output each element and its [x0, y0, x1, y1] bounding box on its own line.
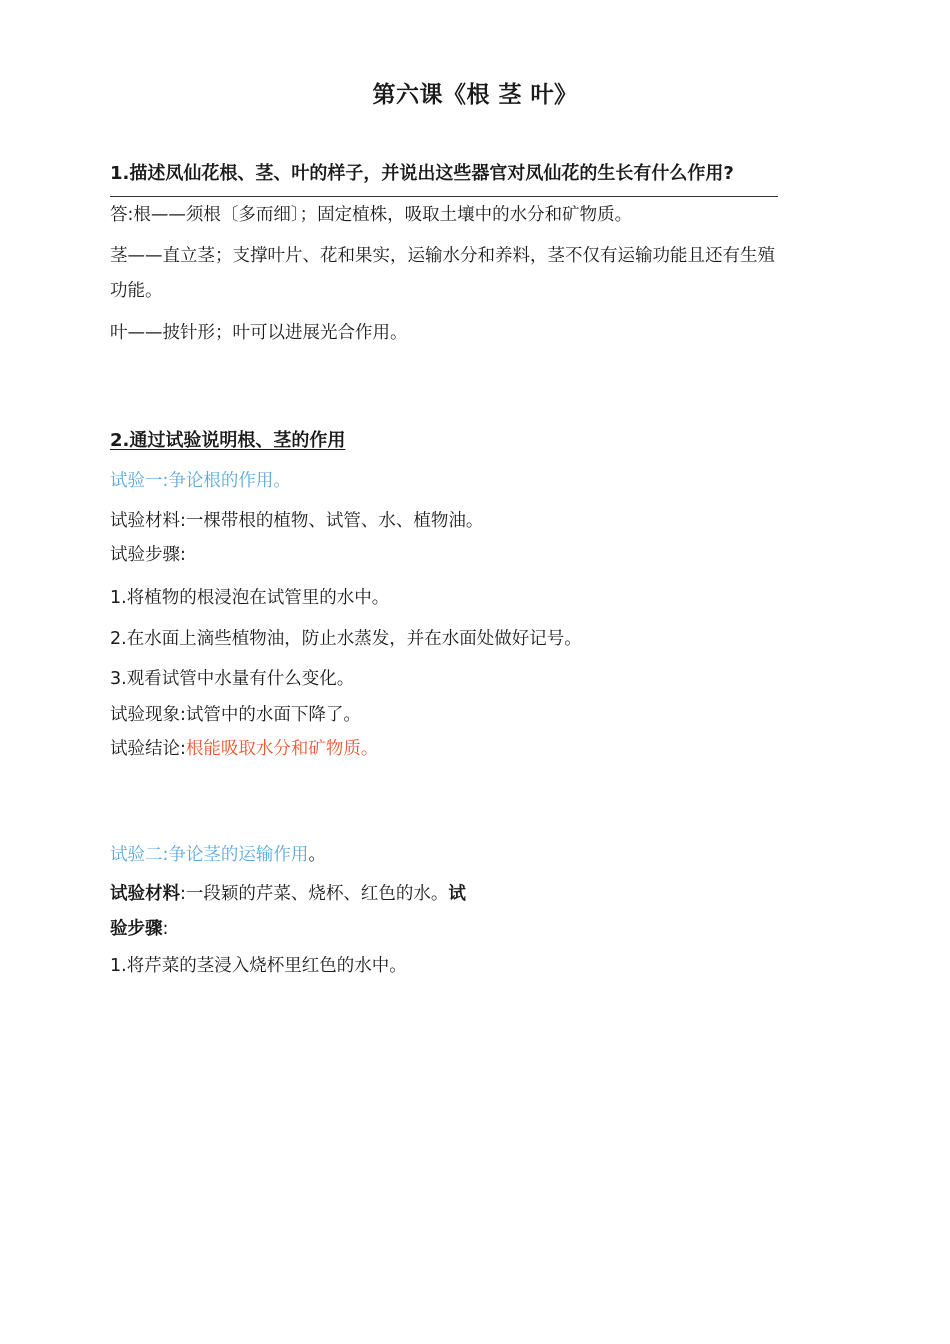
- answer-stem-line-2: 功能。: [110, 281, 163, 301]
- experiment-2-materials: [110, 882, 466, 906]
- experiment-2-materials-value: :一段颖的芹菜、烧杯、红色的水。: [180, 884, 449, 904]
- experiment-1-phenomenon: 试验现象:试管中的水面下降了。: [110, 705, 361, 725]
- experiment-1-step-1: 1.将植物的根浸泡在试管里的水中。: [110, 588, 390, 608]
- question-1-heading: 1.描述凤仙花根、茎、叶的样子，并说出这些器官对凤仙花的生长有什么作用?: [110, 163, 734, 184]
- experiment-2-title-end: 。: [308, 845, 326, 865]
- experiment-2-materials-label: 试验材料: [110, 884, 180, 904]
- experiment-2-steps-label-part-2: 验步骤: [110, 919, 163, 939]
- experiment-1-conclusion-label: 试验结论:: [110, 739, 186, 759]
- experiment-1-steps-label: 试验步骤:: [110, 545, 186, 565]
- experiment-2-steps-label-part-1: 试: [448, 884, 466, 904]
- experiment-1-step-2: 2.在水面上滴些植物油，防止水蒸发，并在水面处做好记号。: [110, 629, 582, 649]
- page-title: 第六课《根 茎 叶》: [372, 82, 578, 108]
- answer-leaf: 叶——披针形；叶可以进展光合作用。: [110, 323, 408, 343]
- experiment-1-step-3: 3.观看试管中水量有什么变化。: [110, 669, 355, 689]
- experiment-1-materials: 试验材料:一棵带根的植物、试管、水、植物油。: [110, 511, 484, 531]
- experiment-2-step-1: 1.将芹菜的茎浸入烧杯里红色的水中。: [110, 956, 407, 976]
- answer-stem-line-1: 茎——直立茎；支撑叶片、花和果实，运输水分和养料，茎不仅有运输功能且还有生殖: [110, 246, 775, 266]
- experiment-2-steps-label: [110, 917, 168, 941]
- question-2-heading: 2.通过试验说明根、茎的作用: [110, 430, 346, 451]
- answer-root: 答:根——须根〔多而细〕；固定植株，吸取土壤中的水分和矿物质。: [110, 205, 633, 225]
- experiment-1-title: 试验一:争论根的作用。: [110, 471, 291, 491]
- question-1-underline: [110, 196, 778, 197]
- experiment-2-steps-colon: :: [162, 919, 169, 939]
- experiment-2-title: [110, 843, 326, 867]
- experiment-2-title-text: 试验二:争论茎的运输作用: [110, 845, 309, 865]
- experiment-1-conclusion-value: 根能吸取水分和矿物质。: [185, 739, 379, 759]
- experiment-1-conclusion: [110, 737, 378, 761]
